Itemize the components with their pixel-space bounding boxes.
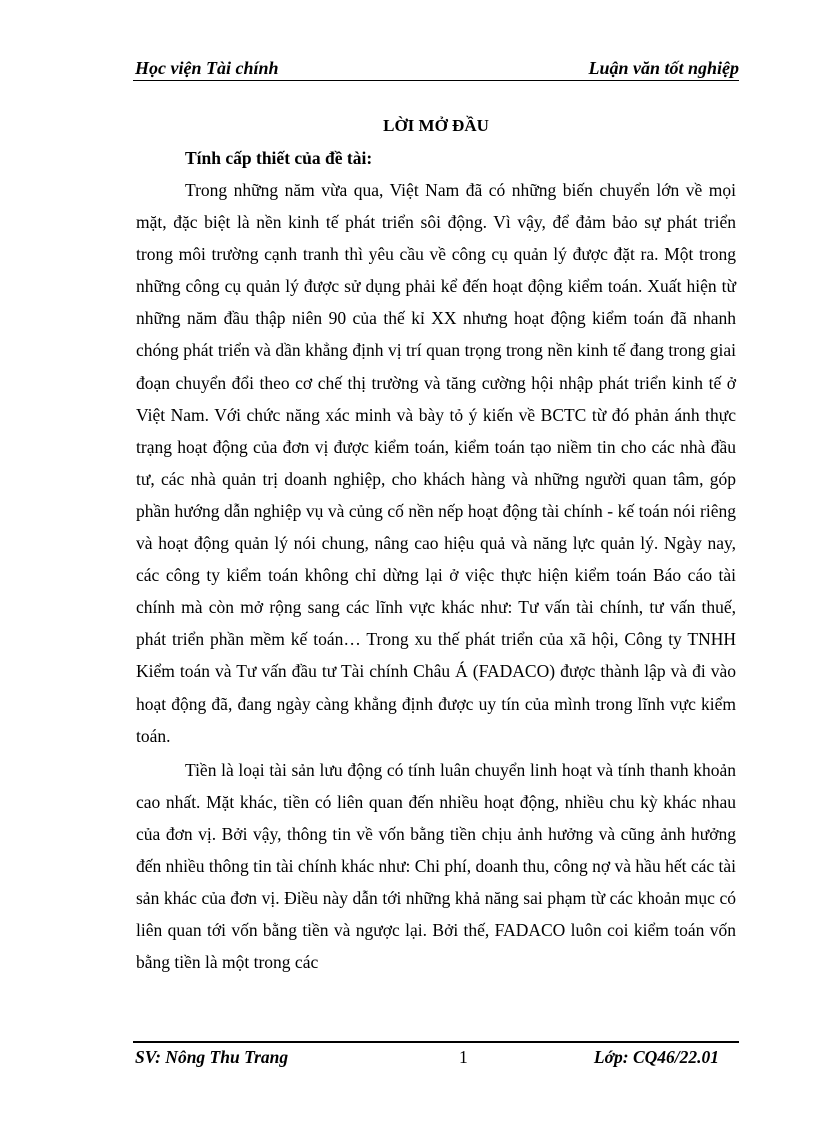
paragraph: Trong những năm vừa qua, Việt Nam đã có những biến chuyển lớn về mọi mặt, đặc biệt là nền kinh tế phát triển sôi động. Vì vậy, để đảm bảo sự phát triển trong môi trường cạnh tranh thì yêu cầu về công cụ quản lý được đặt ra. Một trong những công cụ quản lý được sử dụng phải kể đến hoạt động kiểm toán. Xuất hiện từ những năm đầu thập niên 90 của thế kỉ XX nhưng hoạt động kiểm toán đã nhanh chóng phát triển và dần khẳng định vị trí quan trọng trong nền kinh tế đang trong giai đoạn chuyển đổi theo cơ chế thị trường và tăng cường hội nhập phát triển kinh tế ở Việt Nam. Với chức năng xác minh và bày tỏ ý kiến về BCTC từ đó phản ánh thực trạng hoạt động của đơn vị được kiểm toán, kiểm toán tạo niềm tin cho các nhà đầu tư, các nhà quản trị doanh nghiệp, cho khách hàng và những người quan tâm, góp phần hướng dẫn nghiệp vụ và củng cố nền nếp hoạt động tài chính - kế toán nói riêng và hoạt động quản lý nói chung, nâng cao hiệu quả và năng lực quản lý. Ngày nay, các công ty kiểm toán không chỉ dừng lại ở việc thực hiện kiểm toán Báo cáo tài chính mà còn mở rộng sang các lĩnh vực khác như: Tư vấn tài chính, tư vấn thuế, phát triển phần mềm kế toán… Trong xu thế phát triển của xã hội, Công ty TNHH Kiểm toán và Tư vấn đầu tư Tài chính Châu Á (FADACO) được thành lập và đi vào hoạt động đã, đang ngày càng khẳng định được uy tín của mình trong lĩnh vực kiểm toán. bbox=[136, 180, 736, 746]
footer-class: Lớp: CQ46/22.01 bbox=[593, 1047, 719, 1067]
body-text bbox=[136, 174, 736, 978]
page-footer bbox=[133, 1046, 739, 1070]
header-document-type: Luận văn tốt nghiệp bbox=[588, 58, 739, 78]
footer-student-name: SV: Nông Thu Trang bbox=[135, 1047, 289, 1067]
section-subheading: Tính cấp thiết của đề tài: bbox=[185, 148, 373, 168]
header-divider bbox=[133, 80, 739, 81]
page-title: LỜI MỞ ĐẦU bbox=[383, 116, 489, 135]
header-institution: Học viện Tài chính bbox=[135, 58, 279, 78]
paragraph: Tiền là loại tài sản lưu động có tính luân chuyển linh hoạt và tính thanh khoản cao nhất. Mặt khác, tiền có liên quan đến nhiều hoạt động, nhiều chu kỳ khác nhau của đơn vị. Bởi vậy, thông tin về vốn bằng tiền chịu ảnh hưởng và cũng ảnh hưởng đến nhiều thông tin tài chính khác như: Chi phí, doanh thu, công nợ và hầu hết các tài sản khác của đơn vị. Điều này dẫn tới những khả năng sai phạm từ các khoản mục có liên quan tới vốn bằng tiền và ngược lại. Bởi thế, FADACO luôn coi kiểm toán vốn bằng tiền là một trong các bbox=[136, 759, 736, 973]
page-header bbox=[133, 56, 739, 82]
page-number: 1 bbox=[459, 1047, 468, 1067]
footer-divider bbox=[133, 1041, 739, 1043]
